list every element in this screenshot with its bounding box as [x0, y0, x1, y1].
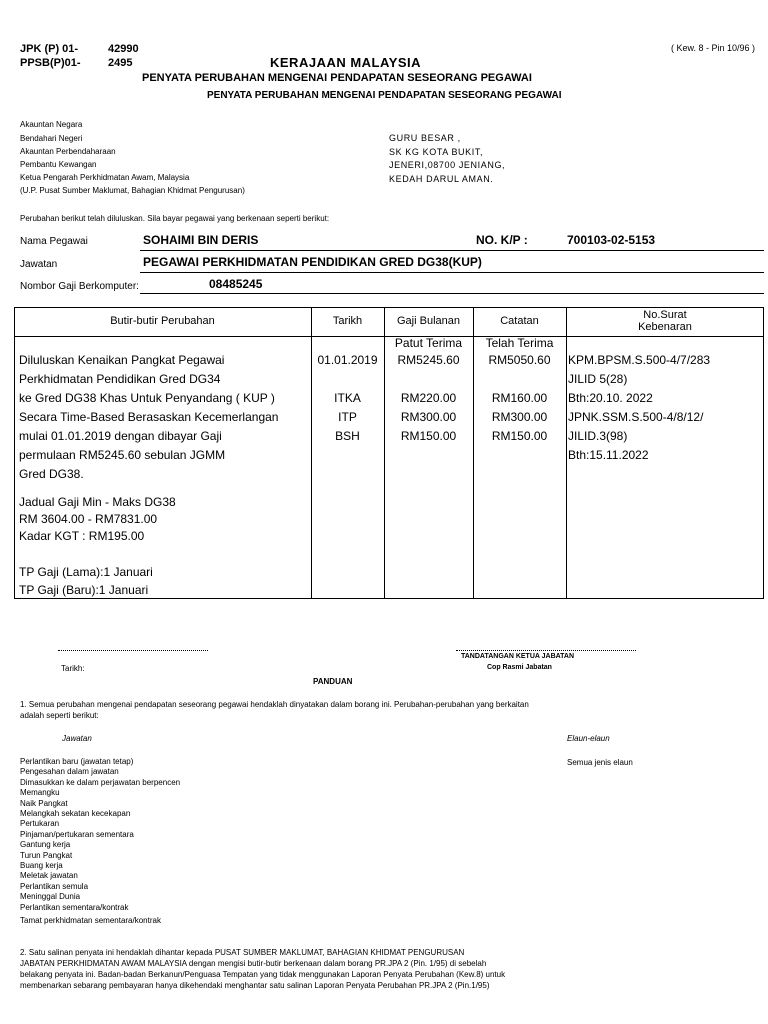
subheader-should-receive: Patut Terima [394, 336, 463, 350]
table-cell: Bth:15.11.2022 [568, 448, 649, 462]
address-line: JENERI,08700 JENIANG, [389, 160, 506, 170]
ic-number: 700103-02-5153 [567, 233, 656, 247]
position-underline [140, 272, 764, 273]
list-item: Meletak jawatan [20, 871, 78, 881]
recipient-item: Akauntan Perbendaharaan [20, 147, 116, 156]
list-item: Pengesahan dalam jawatan [20, 767, 119, 777]
head-signature-label: TANDATANGAN KETUA JABATAN [461, 653, 575, 660]
form-code-label-1: JPK (P) 01- [20, 43, 79, 55]
col-header-letter-2: Kebenaran [638, 321, 692, 333]
col-header-notes: Catatan [500, 315, 539, 327]
date-column [311, 351, 384, 446]
guide-paragraph-2 [20, 947, 760, 991]
recipient-item: Ketua Pengarah Perkhidmatan Awam, Malaysia [20, 173, 190, 182]
guide-paragraph-1-line-2: adalah seperti berikut: [20, 711, 99, 720]
list-item: Buang kerja [20, 861, 63, 871]
table-cell: Gred DG38. [19, 467, 84, 481]
table-cell: Perkhidmatan Pendidikan Gred DG34 [19, 372, 221, 386]
page-subtitle-2: PENYATA PERUBAHAN MENGENAI PENDAPATAN SESEORANG PEGAWAI [207, 90, 562, 101]
col-header-details: Butir-butir Perubahan [110, 315, 215, 327]
recipient-item: Pembantu Kewangan [20, 160, 97, 169]
ic-number-label: NO. K/P : [476, 233, 528, 247]
table-cell: JPNK.SSM.S.500-4/8/12/ [568, 410, 704, 424]
table-cell: RM160.00 [491, 391, 548, 405]
officer-position: PEGAWAI PERKHIDMATAN PENDIDIKAN GRED DG38(KUP) [143, 255, 482, 269]
approval-notice: Perubahan berikut telah diluluskan. Sila bayar pegawai yang berkenaan seperti berikut: [20, 214, 330, 223]
table-column-divider [566, 307, 567, 599]
table-cell: TP Gaji (Lama):1 Januari [19, 565, 153, 579]
table-cell: BSH [335, 429, 360, 443]
list-item: Perlantikan sementara/kontrak [20, 902, 129, 912]
date-label: Tarikh: [61, 664, 85, 673]
table-cell: 01.01.2019 [317, 353, 378, 367]
should-receive-column [384, 351, 473, 446]
col-header-letter-1: No.Surat [643, 309, 687, 321]
table-cell: ITP [338, 410, 357, 424]
spacer [19, 545, 278, 563]
table-cell: mulai 01.01.2019 dengan dibayar Gaji [19, 429, 222, 443]
date-signature-line [58, 650, 208, 651]
table-cell: TP Gaji (Baru):1 Januari [19, 583, 149, 597]
guide-position-list [20, 757, 180, 927]
form-code-value-2: 2495 [108, 57, 133, 69]
recipient-item: Bendahari Negeri [20, 134, 83, 143]
address-line: SK KG KOTA BUKIT, [389, 147, 484, 157]
spacer [19, 484, 278, 494]
list-item: Memangku [20, 788, 60, 798]
subheader-received: Telah Terima [485, 336, 554, 350]
guide-paragraph-2-line: membenarkan sebarang pembayaran hanya dikehendaki menghantar satu salinan Laporan Penyata Perubahan PR.JPA 2 (Pin.1/95) [20, 981, 490, 990]
table-cell: RM 3604.00 - RM7831.00 [19, 512, 158, 526]
guide-title: PANDUAN [313, 677, 353, 686]
table-cell [473, 370, 566, 389]
table-cell: RM220.00 [400, 391, 457, 405]
address-line: KEDAH DARUL AMAN. [389, 174, 494, 184]
salary-number-underline [140, 293, 764, 294]
guide-col-heading-position: Jawatan [62, 734, 92, 743]
list-item: Tamat perkhidmatan sementara/kontrak [20, 916, 161, 926]
form-code-value-1: 42990 [108, 43, 139, 55]
table-cell: ke Gred DG38 Khas Untuk Penyandang ( KUP ) [19, 391, 275, 405]
recipient-item: Akauntan Negara [20, 120, 83, 129]
position-label: Jawatan [20, 259, 58, 270]
guide-col-heading-allowance: Elaun-elaun [567, 734, 610, 743]
received-column [473, 351, 566, 446]
table-cell: RM300.00 [400, 410, 457, 424]
recipient-item: (U.P. Pusat Sumber Maklumat, Bahagian Khidmat Pengurusan) [20, 186, 245, 195]
details-column [19, 351, 278, 599]
list-item: Naik Pangkat [20, 798, 68, 808]
list-item: Perlantikan semula [20, 881, 89, 891]
list-item: Dimasukkan ke dalam perjawatan berpencen [20, 777, 181, 787]
table-cell: RM150.00 [491, 429, 548, 443]
table-cell: Bth:20.10. 2022 [568, 391, 653, 405]
official-stamp-label: Cop Rasmi Jabatan [487, 664, 552, 671]
list-item: Pinjaman/pertukaran sementara [20, 829, 134, 839]
form-code-label-2: PPSB(P)01- [20, 57, 81, 69]
officer-name: SOHAIMI BIN DERIS [143, 233, 259, 247]
page-subtitle-1: PENYATA PERUBAHAN MENGENAI PENDAPATAN SESEORANG PEGAWAI [142, 72, 532, 84]
table-cell: RM300.00 [491, 410, 548, 424]
letter-ref-column [568, 351, 710, 465]
guide-paragraph-2-line: belakang penyata ini. Badan-badan Berkanun/Penguasa Tempatan yang tidak menggunakan Laporan Penyata Perubahan (Kew.8) untuk [20, 970, 506, 979]
guide-paragraph-2-line: JABATAN PERKHIDMATAN AWAM MALAYSIA dengan mengisi butir-butir berkenaan dalam borang PR.JPA 2 (Pin. 1/95) di sebelah [20, 959, 487, 968]
name-underline [140, 250, 764, 251]
head-signature-line [456, 650, 636, 651]
list-item: Perlantikan baru (jawatan tetap) [20, 757, 134, 766]
list-item: Gantung kerja [20, 840, 71, 850]
table-cell [311, 370, 384, 389]
table-cell: KPM.BPSM.S.500-4/7/283 [568, 353, 711, 367]
table-cell: Secara Time-Based Berasaskan Kecemerlangan [19, 410, 279, 424]
list-item: Turun Pangkat [20, 850, 73, 860]
page-title: KERAJAAN MALAYSIA [270, 55, 422, 70]
table-cell: RM5050.60 [488, 353, 551, 367]
list-item: Pertukaran [20, 819, 60, 829]
guide-paragraph-1-line-1: 1. Semua perubahan mengenai pendapatan seseorang pegawai hendaklah dinyatakan dalam borang ini. Perubahan-perubahan yang berkaitan [20, 700, 529, 709]
table-cell: RM5245.60 [397, 353, 460, 367]
col-header-date: Tarikh [332, 315, 363, 327]
table-cell: permulaan RM5245.60 sebulan JGMM [19, 448, 226, 462]
table-cell: Kadar KGT : RM195.00 [19, 529, 145, 543]
guide-allowance-item: Semua jenis elaun [567, 758, 633, 767]
table-cell: JILID 5(28) [568, 372, 628, 386]
table-cell: Jadual Gaji Min - Maks DG38 [19, 495, 176, 509]
salary-number: 08485245 [209, 277, 263, 291]
form-reference: ( Kew. 8 - Pin 10/96 ) [670, 43, 755, 53]
list-item: Melangkah sekatan kecekapan [20, 809, 131, 819]
guide-paragraph-2-line: 2. Satu salinan penyata ini hendaklah dihantar kepada PUSAT SUMBER MAKLUMAT, BAHAGIAN KHIDMAT PENGURUSAN [20, 948, 465, 957]
officer-name-label: Nama Pegawai [20, 236, 88, 247]
table-cell: JILID.3(98) [568, 429, 628, 443]
list-item: Meninggal Dunia [20, 892, 81, 902]
table-cell: RM150.00 [400, 429, 457, 443]
address-line: GURU BESAR , [389, 133, 461, 143]
table-cell: Diluluskan Kenaikan Pangkat Pegawai [19, 353, 225, 367]
col-header-salary: Gaji Bulanan [397, 315, 460, 327]
salary-number-label: Nombor Gaji Berkomputer: [20, 281, 139, 292]
table-cell: ITKA [334, 391, 361, 405]
table-cell [384, 370, 473, 389]
